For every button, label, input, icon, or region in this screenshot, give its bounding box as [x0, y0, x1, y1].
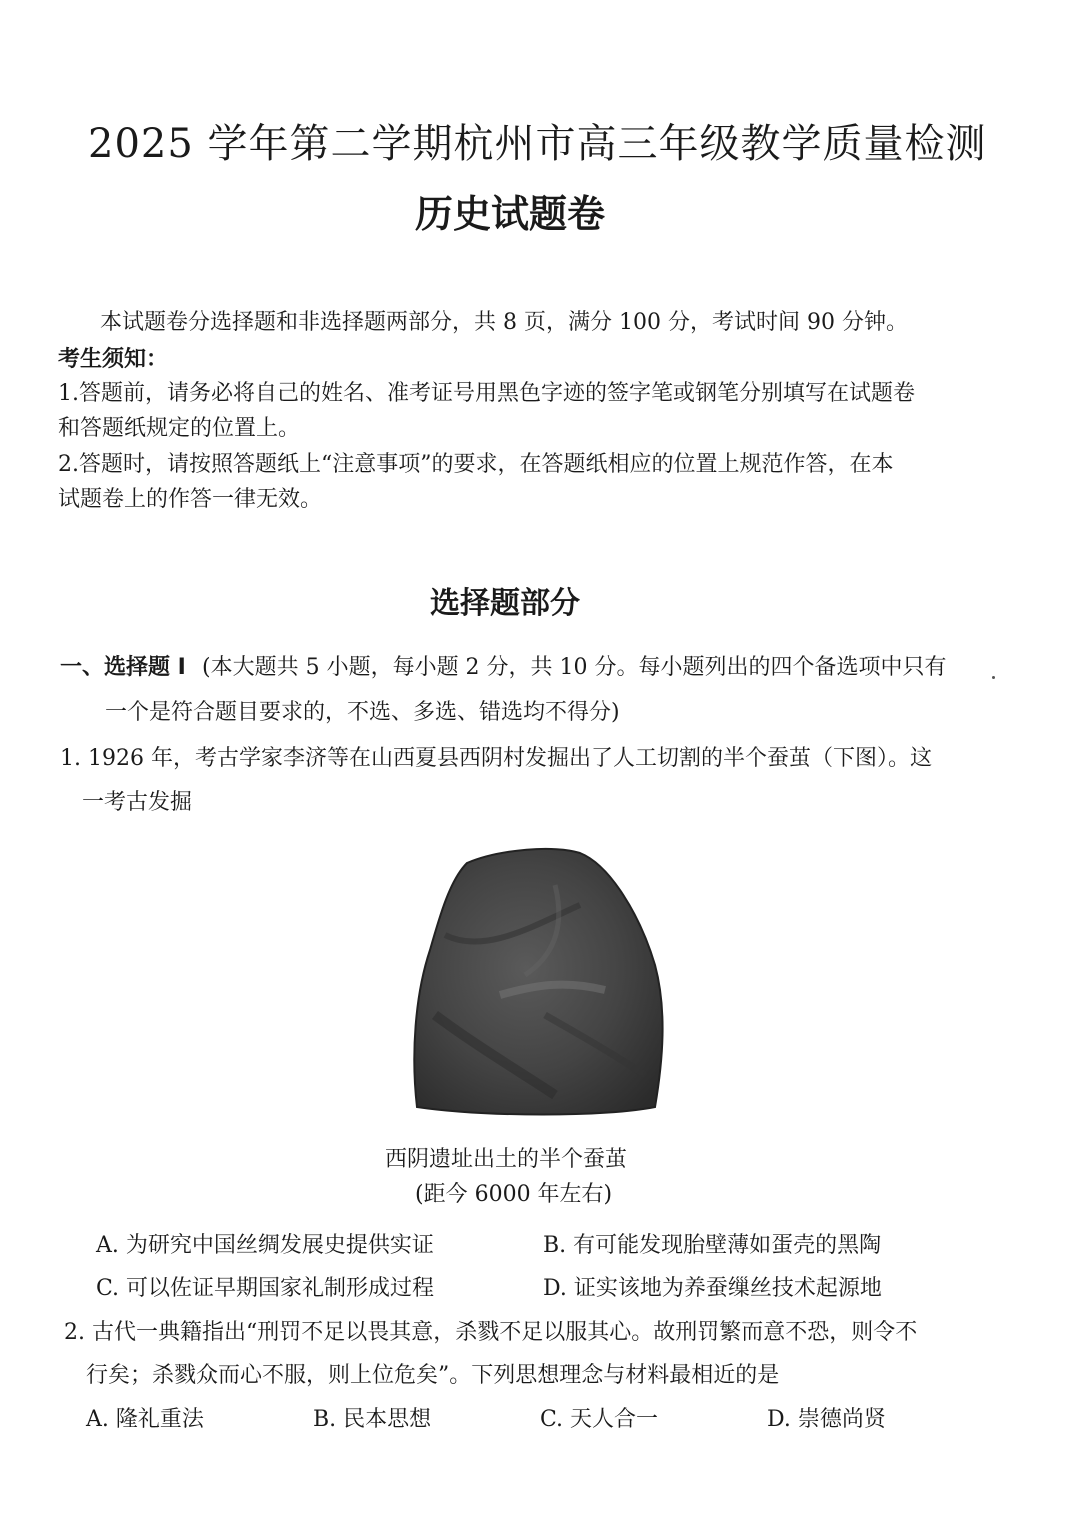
q1-option-b: B. 有可能发现胎壁薄如蛋壳的黑陶 [543, 1233, 882, 1258]
q1-stem-line1: 1. 1926 年，考古学家李济等在山西夏县西阴村发掘出了人工切割的半个蚕茧（下图）。这 [60, 746, 932, 771]
q1-option-c: C. 可以佐证早期国家礼制形成过程 [96, 1276, 435, 1301]
q2-stem-line2: 行矣；杀戮众而心不服，则上位危矣”。下列思想理念与材料最相近的是 [86, 1363, 780, 1388]
section-heading: 选择题部分 [430, 586, 580, 621]
notice-2-line2: 试题卷上的作答一律无效。 [58, 487, 323, 512]
part-desc-line1: (本大题共 5 小题，每小题 2 分，共 10 分。每小题列出的四个备选项中只有 [202, 655, 947, 680]
part-label: 一、选择题 Ⅰ [60, 655, 186, 680]
q2-option-d: D. 崇德尚贤 [767, 1407, 886, 1432]
scan-speck [992, 676, 995, 679]
q1-stem-line2: 一考古发掘 [82, 790, 193, 815]
exam-summary: 本试题卷分选择题和非选择题两部分，共 8 页，满分 100 分，考试时间 90 分钟。 [100, 310, 908, 335]
figure-caption: 西阴遗址出土的半个蚕茧 [385, 1147, 628, 1172]
notice-1-line2: 和答题纸规定的位置上。 [58, 416, 301, 441]
q2-option-a: A. 隆礼重法 [86, 1407, 204, 1432]
figure-caption-date: (距今 6000 年左右) [415, 1182, 613, 1207]
notice-2-line1: 2.答题时，请按照答题纸上“注意事项”的要求，在答题纸相应的位置上规范作答，在本 [58, 452, 894, 477]
exam-title: 2025 学年第二学期杭州市高三年级教学质量检测 [88, 121, 987, 167]
q1-option-a: A. 为研究中国丝绸发展史提供实证 [96, 1233, 434, 1258]
q2-option-c: C. 天人合一 [540, 1407, 659, 1432]
notice-1-line1: 1.答题前，请务必将自己的姓名、准考证号用黑色字迹的签字笔或钢笔分别填写在试题卷 [58, 381, 915, 406]
q2-stem-line1: 2. 古代一典籍指出“刑罚不足以畏其意，杀戮不足以服其心。故刑罚繁而意不恐，则令不 [64, 1320, 918, 1345]
q2-option-b: B. 民本思想 [313, 1407, 432, 1432]
q1-option-d: D. 证实该地为养蚕缫丝技术起源地 [543, 1276, 882, 1301]
part-desc-line2: 一个是符合题目要求的，不选、多选、错选均不得分) [105, 700, 620, 725]
exam-subtitle: 历史试题卷 [415, 192, 606, 236]
notice-heading: 考生须知： [58, 347, 169, 372]
silk-cocoon-image [405, 845, 675, 1135]
